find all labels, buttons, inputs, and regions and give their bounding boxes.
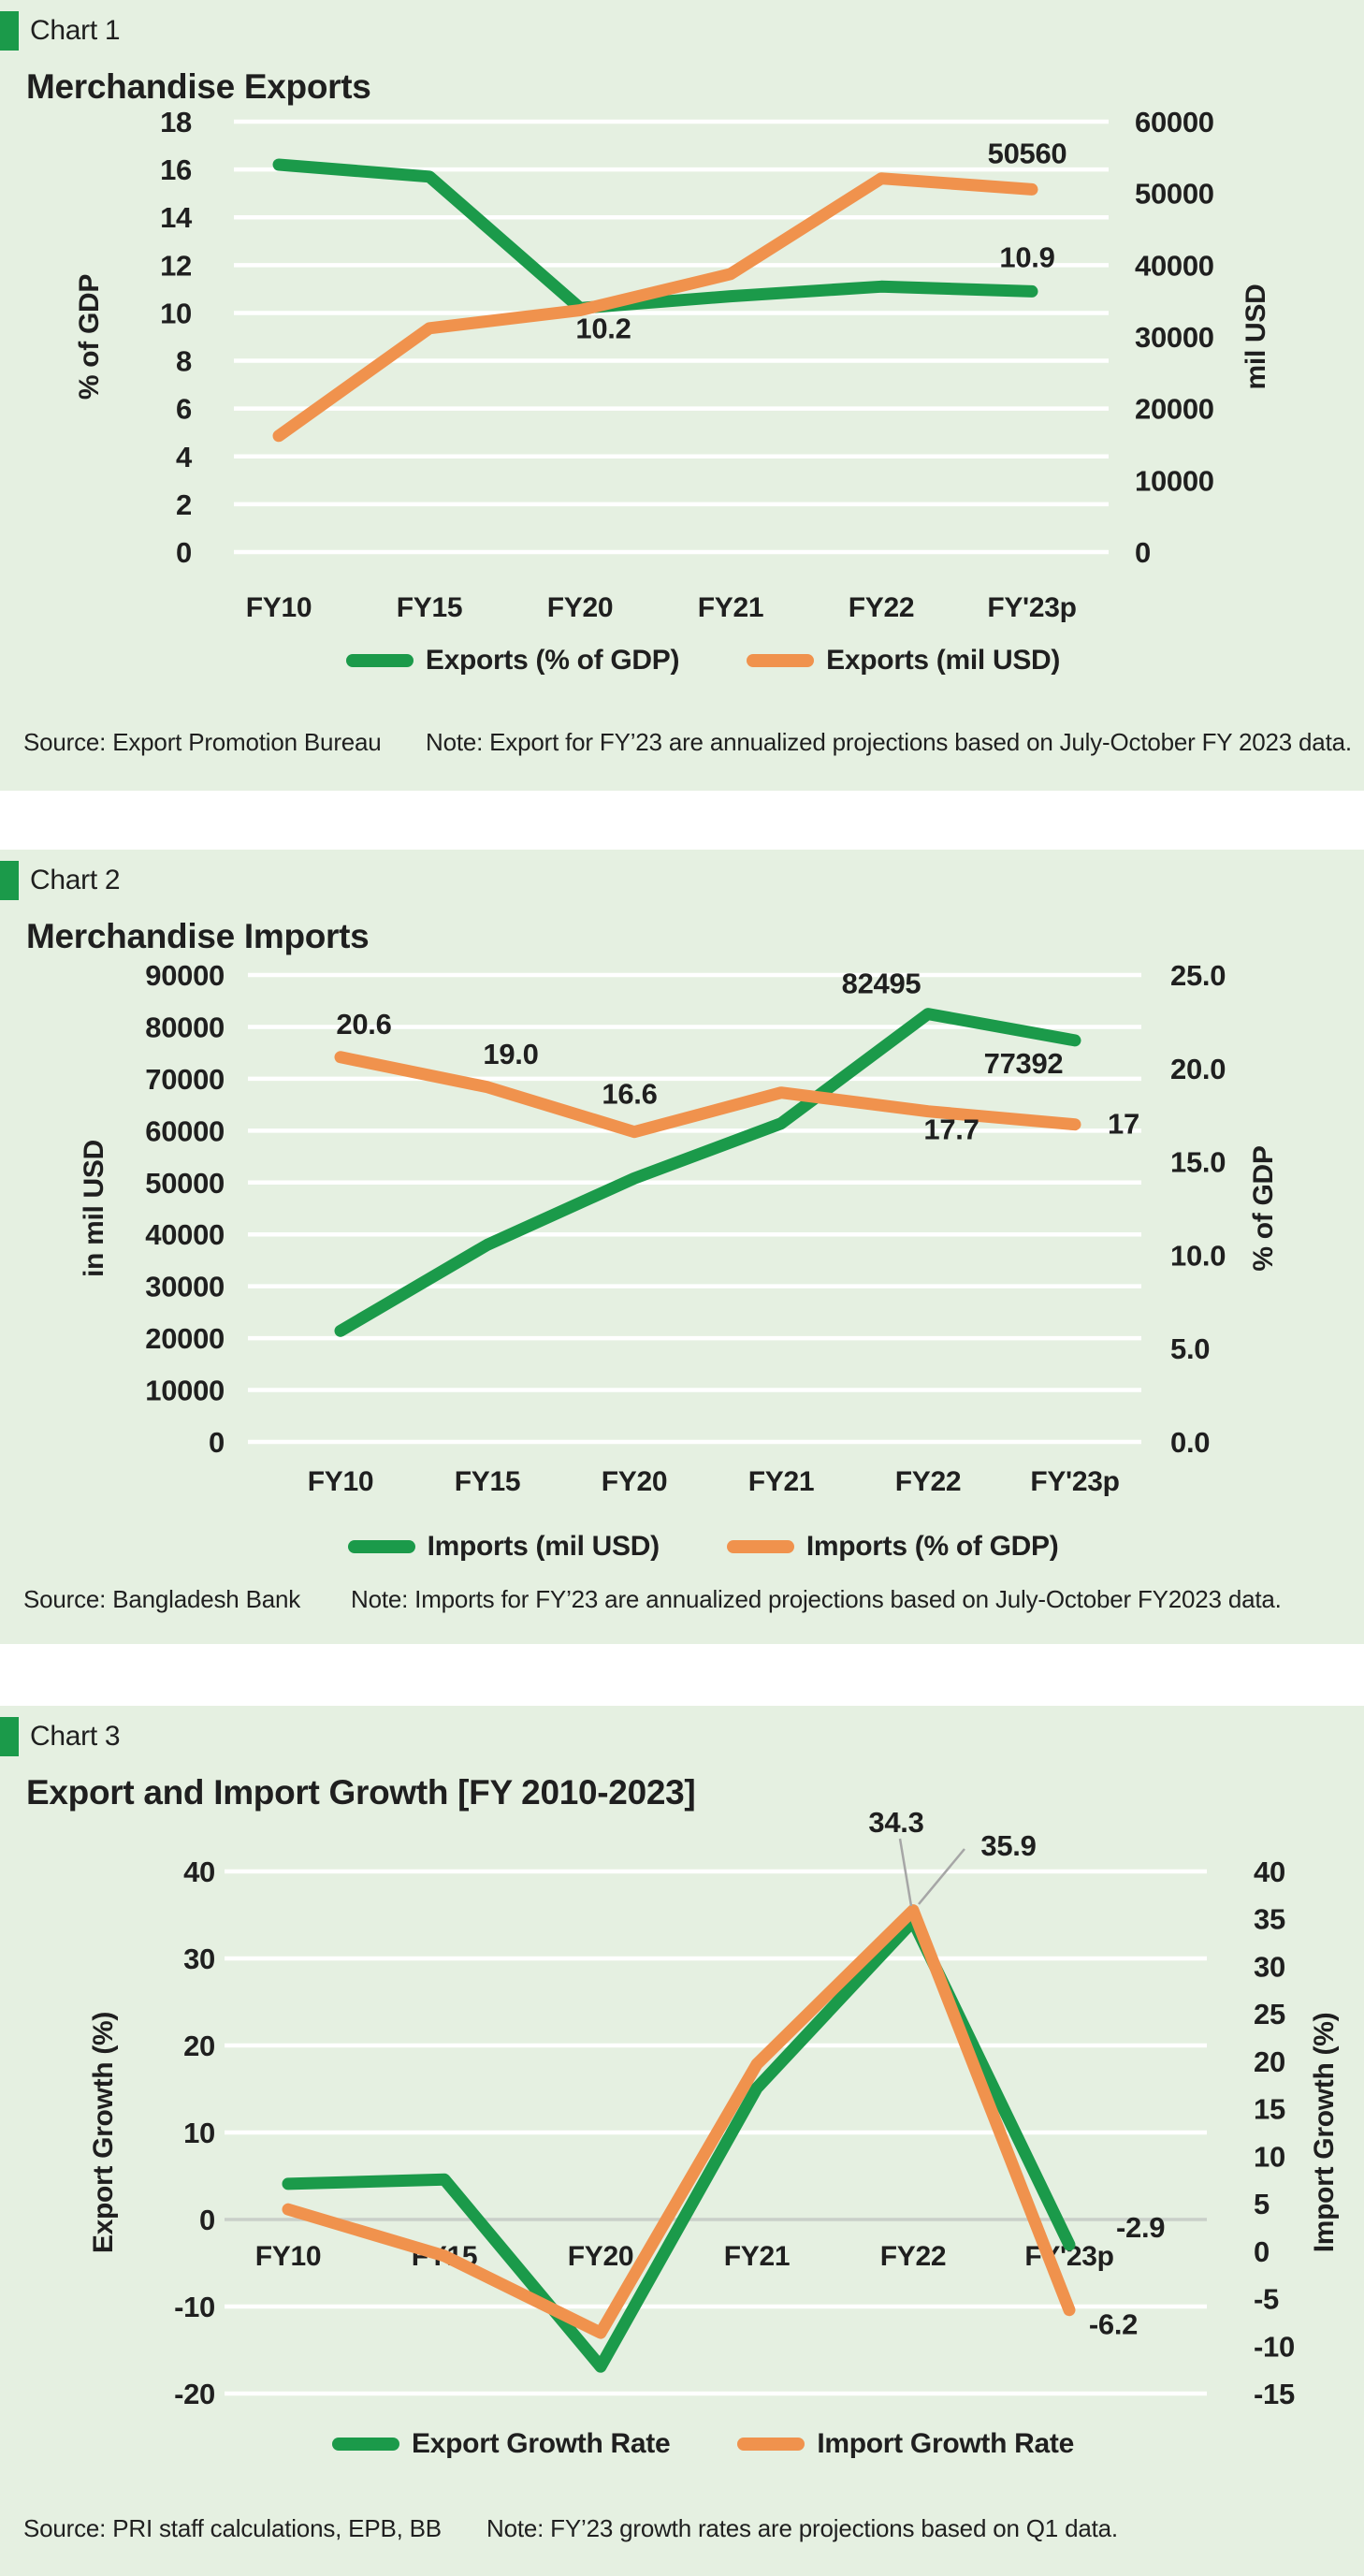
right-axis-tick-label: 20000 [1135, 392, 1214, 426]
green-line-swatch-icon [332, 2438, 399, 2451]
legend-label: Export Growth Rate [412, 2428, 671, 2459]
legend-item-import-growth [737, 2428, 1074, 2460]
right-axis-tick-label: 25.0 [1170, 959, 1226, 992]
orange-line-swatch-icon [737, 2438, 805, 2451]
x-axis-tick-label: FY20 [601, 1466, 668, 1497]
left-axis-tick-label: 30000 [145, 1270, 225, 1303]
chart1-panel [0, 0, 1364, 791]
legend-item-exports-pct-gdp [346, 645, 679, 677]
legend-label: Exports (mil USD) [826, 645, 1061, 676]
data-label: 10.9 [999, 240, 1055, 274]
x-axis-tick-label: FY22 [848, 592, 915, 623]
left-axis-tick-label: 80000 [145, 1011, 225, 1044]
chart1-footer [0, 728, 1364, 760]
left-axis-title: Export Growth (%) [88, 2011, 119, 2254]
chart2-footer [0, 1585, 1364, 1617]
right-axis-tick-label: 10.0 [1170, 1239, 1226, 1273]
chart1-note: Note: Export for FY’23 are annualized projections based on July-October FY 2023 data. [426, 728, 1352, 756]
chart1-title: Merchandise Exports [26, 67, 371, 106]
chart1-source: Source: Export Promotion Bureau [23, 728, 382, 756]
series-line-orange [288, 1911, 1069, 2334]
left-axis-tick-label: 2 [176, 488, 192, 521]
left-axis-tick-label: 40000 [145, 1218, 225, 1252]
right-axis-title: Import Growth (%) [1309, 2012, 1340, 2253]
right-axis-tick-label: 40000 [1135, 249, 1214, 283]
left-axis-tick-label: 10 [183, 2117, 215, 2149]
chart2-panel [0, 850, 1364, 1644]
left-axis-tick-label: 0 [176, 536, 192, 569]
x-axis-tick-label: FY'23p [987, 592, 1077, 623]
right-axis-tick-label: 15.0 [1170, 1145, 1226, 1179]
chart2-legend [0, 1528, 1364, 1565]
left-axis-tick-label: 70000 [145, 1062, 225, 1096]
chart3-panel [0, 1706, 1364, 2576]
left-axis-tick-label: 12 [160, 249, 192, 283]
right-axis-tick-label: 30000 [1135, 321, 1214, 354]
right-axis-tick-label: 25 [1254, 1998, 1285, 2031]
data-label: -6.2 [1088, 2307, 1139, 2341]
data-label: 17.7 [923, 1113, 979, 1146]
legend-item-imports-mil-usd [348, 1531, 660, 1563]
right-axis-tick-label: -10 [1254, 2330, 1295, 2364]
right-axis-tick-label: -15 [1254, 2378, 1295, 2410]
chart3-note: Note: FY’23 growth rates are projections based on Q1 data. [486, 2514, 1118, 2542]
chart2-source: Source: Bangladesh Bank [23, 1585, 301, 1613]
left-axis-title: in mil USD [79, 1139, 109, 1278]
x-axis-tick-label: FY21 [697, 592, 764, 623]
right-axis-tick-label: -5 [1254, 2282, 1279, 2316]
chart2-plot-area [0, 850, 1364, 1644]
annotation-label: 34.3 [868, 1806, 924, 1839]
series-line-green [341, 1014, 1075, 1332]
x-axis-tick-label: FY15 [454, 1466, 521, 1497]
left-axis-tick-label: 0 [199, 2204, 215, 2236]
orange-line-swatch-icon [747, 654, 814, 667]
legend-item-exports-mil-usd [747, 645, 1060, 677]
left-axis-tick-label: 18 [160, 106, 192, 138]
chart2-note: Note: Imports for FY’23 are annualized projections based on July-October FY2023 data. [351, 1585, 1282, 1613]
green-line-swatch-icon [346, 654, 414, 667]
left-axis-tick-label: 14 [160, 201, 192, 235]
right-axis-tick-label: 0 [1254, 2234, 1270, 2268]
right-axis-tick-label: 0 [1135, 536, 1151, 569]
right-axis-tick-label: 15 [1254, 2092, 1285, 2126]
left-axis-tick-label: 0 [209, 1426, 225, 1459]
right-axis-tick-label: 5.0 [1170, 1332, 1211, 1366]
data-label: 17 [1108, 1107, 1139, 1141]
data-label: 10.2 [575, 312, 631, 345]
legend-label: Import Growth Rate [817, 2428, 1074, 2459]
left-axis-tick-label: 20000 [145, 1322, 225, 1356]
chart3-title: Export and Import Growth [FY 2010-2023] [26, 1773, 696, 1812]
right-axis-tick-label: 0.0 [1170, 1426, 1211, 1459]
x-axis-tick-label: FY20 [546, 592, 614, 623]
left-axis-tick-label: 10000 [145, 1374, 225, 1407]
right-axis-tick-label: 40 [1254, 1856, 1285, 1888]
data-label: 50560 [987, 137, 1067, 170]
legend-label: Imports (mil USD) [427, 1531, 660, 1562]
left-axis-tick-label: 40 [183, 1856, 215, 1888]
chart2-title: Merchandise Imports [26, 917, 370, 955]
orange-line-swatch-icon [727, 1540, 794, 1553]
right-axis-tick-label: 10000 [1135, 464, 1214, 498]
chart3-legend [0, 2425, 1364, 2463]
chart2-label: Chart 2 [30, 865, 121, 895]
data-label: 16.6 [602, 1077, 658, 1111]
x-axis-tick-label: FY'23p [1024, 2241, 1114, 2272]
x-axis-tick-label: FY10 [245, 592, 312, 623]
x-axis-tick-label: FY'23p [1030, 1466, 1120, 1497]
left-axis-tick-label: 4 [176, 440, 192, 473]
green-line-swatch-icon [348, 1540, 415, 1553]
legend-item-export-growth [332, 2428, 670, 2460]
left-axis-tick-label: 10 [160, 297, 192, 330]
x-axis-tick-label: FY10 [307, 1466, 374, 1497]
data-label: 19.0 [483, 1037, 539, 1070]
x-axis-tick-label: FY21 [723, 2241, 791, 2272]
data-label: -2.9 [1116, 2210, 1166, 2244]
left-axis-tick-label: 60000 [145, 1114, 225, 1148]
x-axis-tick-label: FY22 [894, 1466, 962, 1497]
right-axis-tick-label: 35 [1254, 1902, 1285, 1936]
right-axis-title: mil USD [1241, 284, 1271, 390]
left-axis-tick-label: 50000 [145, 1166, 225, 1200]
chart3-label: Chart 3 [30, 1721, 121, 1752]
legend-item-imports-pct-gdp [727, 1531, 1059, 1563]
left-axis-tick-label: -10 [174, 2291, 215, 2323]
x-axis-tick-label: FY20 [567, 2241, 634, 2272]
right-axis-title: % of GDP [1248, 1145, 1279, 1272]
left-axis-title: % of GDP [74, 273, 105, 400]
data-label: 82495 [841, 967, 921, 1000]
chart1-label: Chart 1 [30, 15, 121, 46]
legend-label: Imports (% of GDP) [805, 1531, 1059, 1562]
left-axis-tick-label: -20 [174, 2378, 215, 2410]
right-axis-tick-label: 50000 [1135, 177, 1214, 211]
left-axis-tick-label: 30 [183, 1943, 215, 1975]
right-axis-tick-label: 60000 [1135, 106, 1214, 138]
data-label: 20.6 [336, 1007, 392, 1041]
right-axis-tick-label: 30 [1254, 1950, 1285, 1984]
legend-label: Exports (% of GDP) [425, 645, 680, 676]
annotation-label: 35.9 [980, 1829, 1037, 1862]
data-label: 77392 [983, 1046, 1064, 1080]
left-axis-tick-label: 6 [176, 392, 192, 426]
annotation-leader-line [919, 1849, 965, 1904]
left-axis-tick-label: 20 [183, 2030, 215, 2062]
right-axis-tick-label: 5 [1254, 2188, 1270, 2221]
x-axis-tick-label: FY15 [411, 2241, 478, 2272]
left-axis-tick-label: 90000 [145, 959, 225, 992]
chart3-footer [0, 2514, 1364, 2546]
series-line-green [288, 1921, 1069, 2366]
chart3-source: Source: PRI staff calculations, EPB, BB [23, 2514, 442, 2542]
left-axis-tick-label: 8 [176, 344, 192, 378]
x-axis-tick-label: FY22 [879, 2241, 947, 2272]
x-axis-tick-label: FY21 [747, 1466, 815, 1497]
right-axis-tick-label: 20.0 [1170, 1052, 1226, 1085]
right-axis-tick-label: 10 [1254, 2140, 1285, 2174]
chart1-legend [0, 642, 1364, 679]
right-axis-tick-label: 20 [1254, 2045, 1285, 2078]
x-axis-tick-label: FY15 [396, 592, 463, 623]
left-axis-tick-label: 16 [160, 153, 192, 187]
x-axis-tick-label: FY10 [254, 2241, 322, 2272]
